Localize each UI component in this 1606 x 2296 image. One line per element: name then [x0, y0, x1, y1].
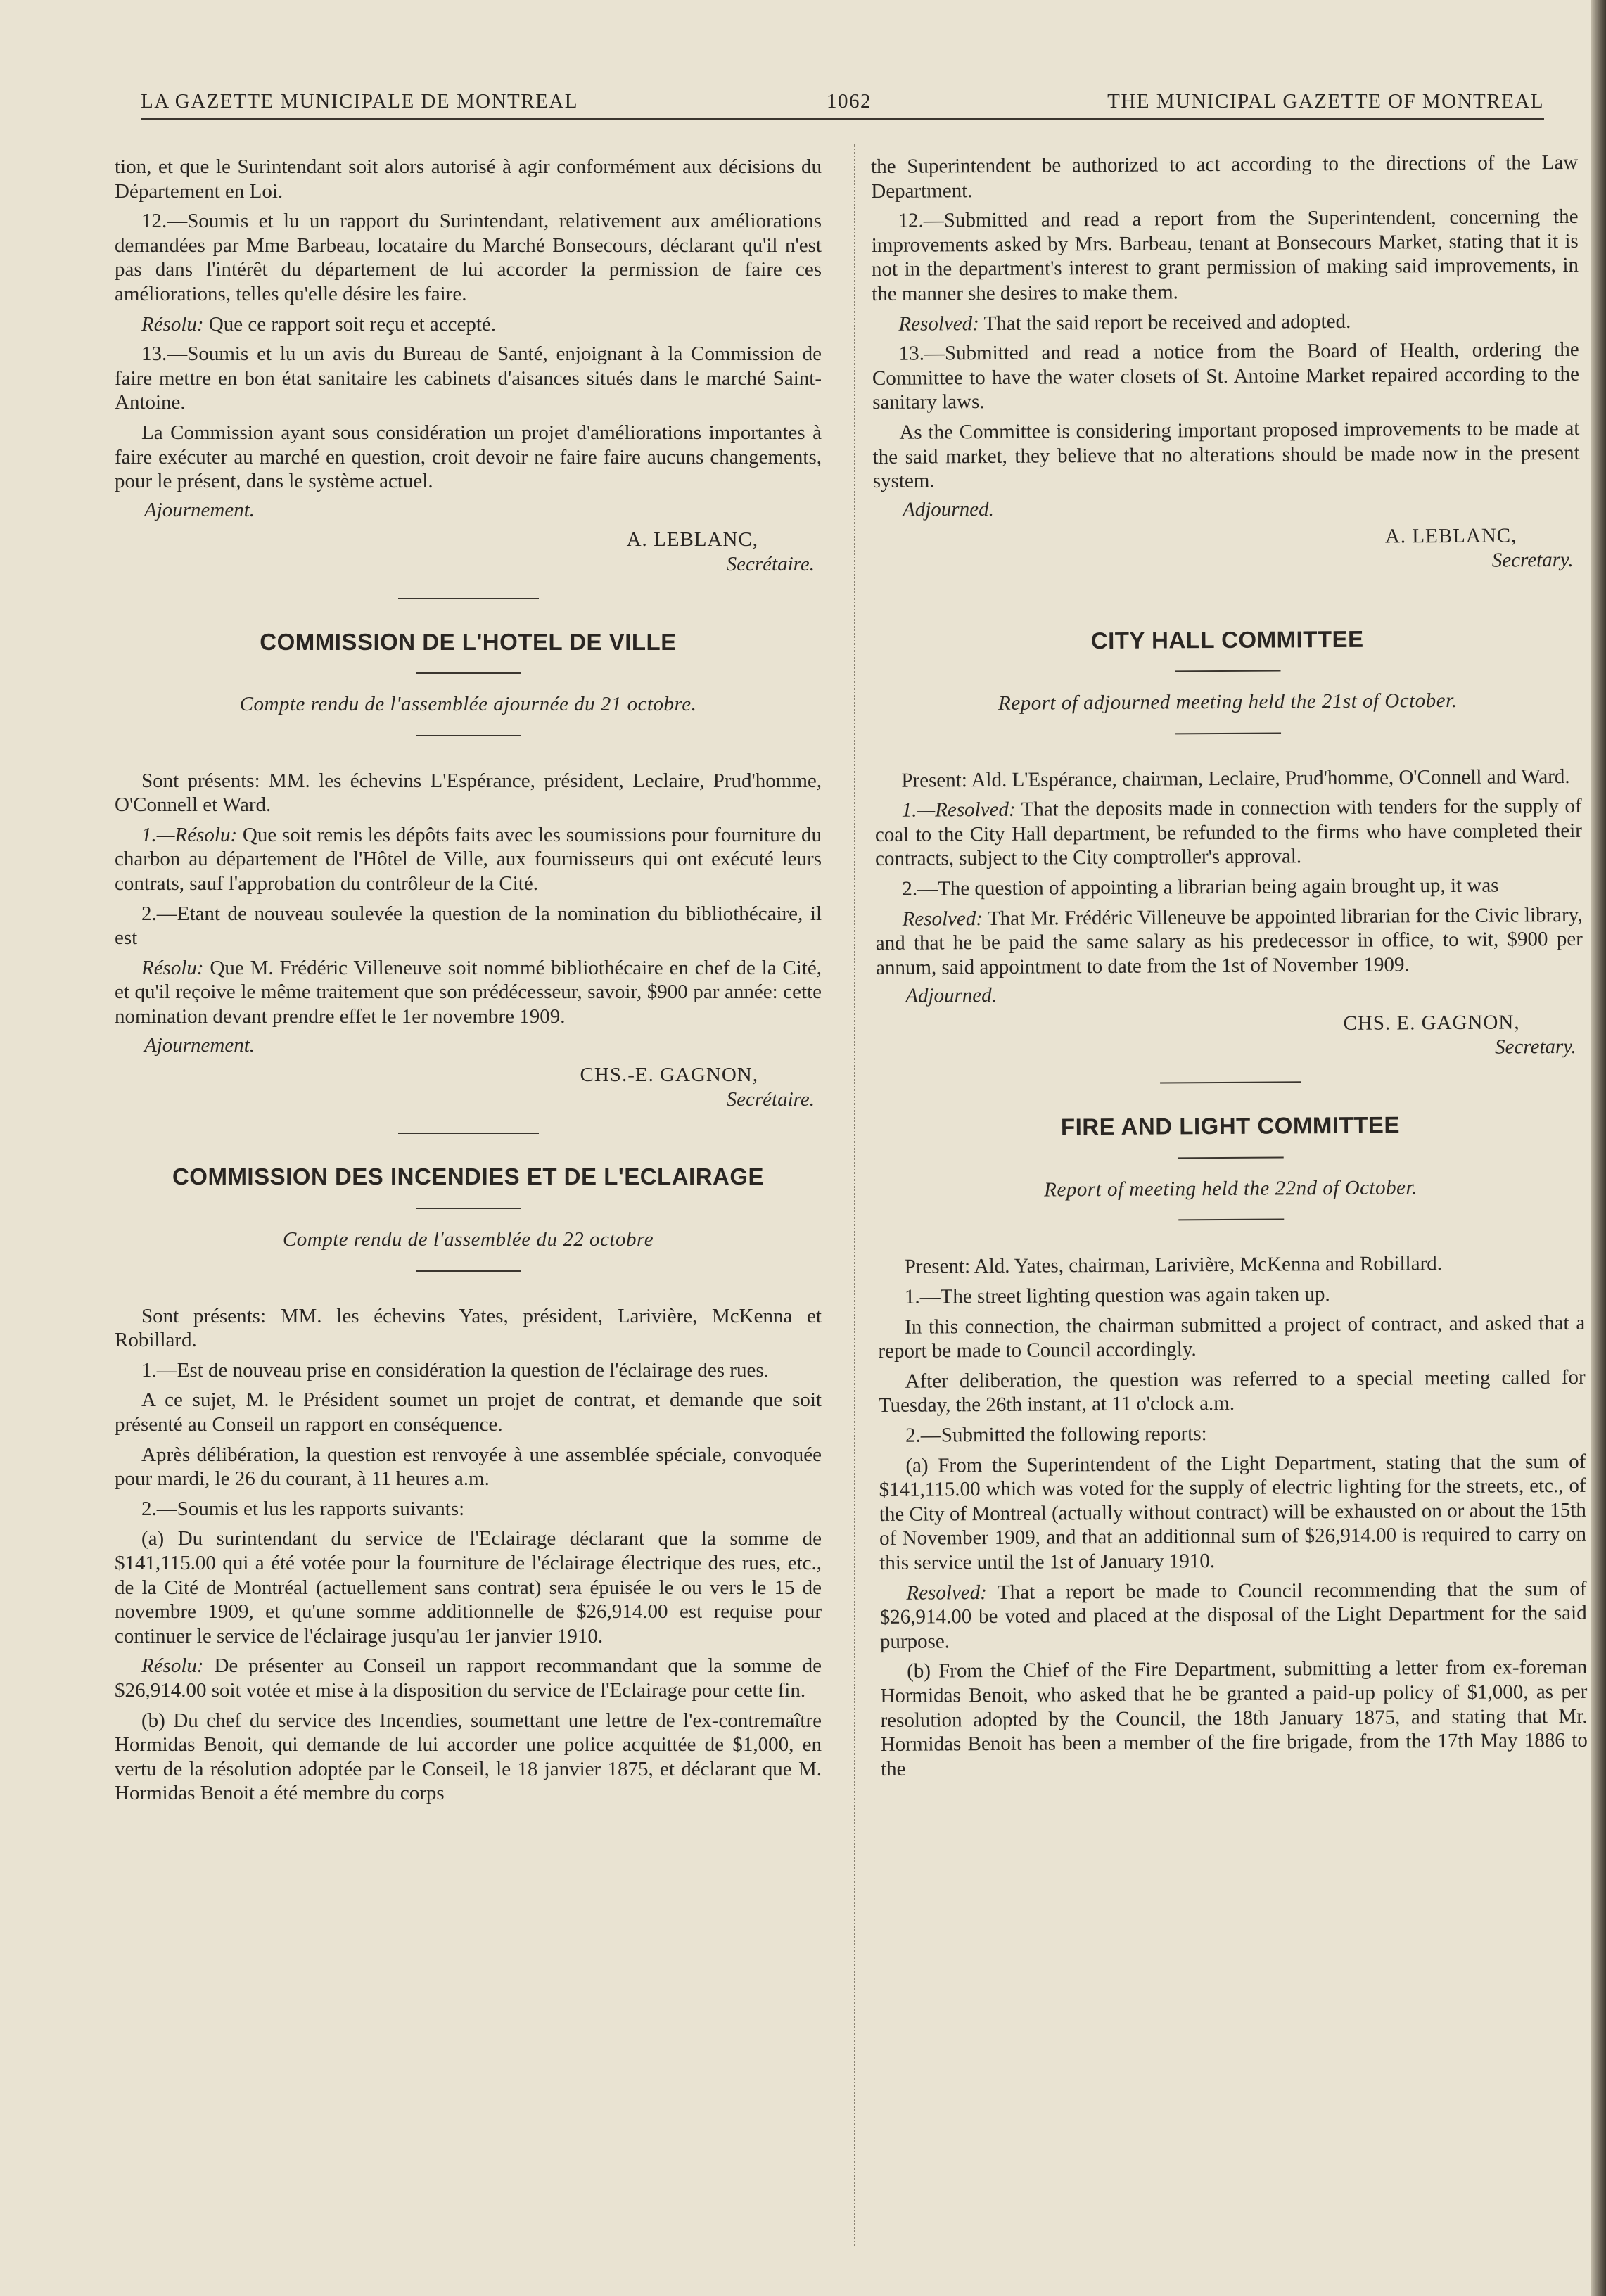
resolution: [115, 1654, 822, 1702]
paragraph: (a) From the Superintendent of the Light Department, stating that the sum of $141,115.00 which was voted for the supply of electric lighting for the streets, etc., of the City of Montreal (actually without contract) will be exhausted on or about the 15th of November 1909, and that an additionnal sum of $26,914.00 is required to carry on this service until the 1st of January 1910.: [879, 1450, 1587, 1574]
resolution-label: Résolu:: [141, 312, 204, 336]
resolution: [879, 1576, 1587, 1654]
resolution-label: Resolved:: [898, 312, 979, 336]
adjournment: Adjourned.: [905, 984, 998, 1008]
resolution-label: Resolved:: [906, 1581, 987, 1605]
signature: [115, 528, 822, 576]
heading-rule: [1178, 1156, 1283, 1159]
signature: [873, 523, 1580, 576]
section-subheading: Report of adjourned meeting held the 21st of October.: [998, 689, 1458, 715]
heading-rule: [416, 1208, 521, 1209]
resolution: [115, 312, 822, 337]
paragraph: 12.—Submitted and read a report from the Superintendent, concerning the improvements asked by Mrs. Barbeau, tenant at Bonsecours Market, stating that it is not in the department's interest to grant permission of making said improvements, in the manner she desires to make them.: [871, 205, 1579, 305]
paragraph: 1.—The street lighting question was again taken up.: [904, 1283, 1330, 1308]
resolution: [875, 794, 1583, 872]
resolution: [876, 903, 1583, 980]
resolution-text: That a report be made to Council recommending that the sum of $26,914.00 be voted and placed at the disposal of the Light Department for the said purpose.: [879, 1577, 1587, 1653]
paragraph: Present: Ald. Yates, chairman, Larivière, McKenna and Robillard.: [904, 1252, 1443, 1279]
signature: [115, 1063, 822, 1111]
resolution: [115, 956, 822, 1029]
section-rule: [398, 1133, 539, 1134]
english-column: [871, 151, 1588, 1787]
paragraph: tion, et que le Surintendant soit alors autorisé à agir conformément aux décisions du Département en Loi.: [115, 155, 822, 203]
signature-title: Secretary.: [1494, 1035, 1576, 1059]
section-subheading: Report of meeting held the 22nd of October.: [1044, 1176, 1417, 1201]
adjournment: Adjourned.: [902, 497, 994, 521]
paragraph: 2.—Soumis et lus les rapports suivants:: [141, 1497, 465, 1520]
resolution-text: That Mr. Frédéric Villeneuve be appointed librarian for the Civic library, and that he be paid the same salary as his predecessor in office, to wit, $900 per annum, said appointment to date from the 1st of November 1909.: [875, 903, 1583, 979]
resolution-label: 1.—Resolved:: [901, 798, 1016, 822]
resolution-text: That the said report be received and adopted.: [979, 310, 1351, 335]
signature-name: A. LEBLANC,: [1384, 524, 1517, 548]
paragraph: 13.—Submitted and read a notice from the Board of Health, ordering the Committee to have the water closets of St. Antoine Market repaired according to the sanitary laws.: [872, 338, 1580, 414]
resolution-text: That the deposits made in connection with tenders for the supply of coal to the City Hall department, be refunded to the firms who have completed their contracts, subject to the City comptroller's approval.: [874, 795, 1582, 871]
resolution-label: Résolu:: [141, 956, 204, 979]
resolution-label: Résolu:: [141, 1654, 204, 1678]
section-heading: COMMISSION DES INCENDIES ET DE L'ECLAIRAGE: [172, 1163, 765, 1190]
header-rule: [141, 118, 1544, 120]
section-heading: FIRE AND LIGHT COMMITTEE: [1060, 1111, 1401, 1140]
resolution-label: 1.—Résolu:: [141, 823, 238, 846]
resolution-text: Que M. Frédéric Villeneuve soit nommé bibliothécaire en chef de la Cité, et qu'il reçoive le même traitement que son prédécesseur, savoir, $900 par année: cette nomination devant prendre effet le 1er novembre 1909.: [115, 956, 822, 1028]
running-header: [141, 90, 1544, 121]
resolution-label: Resolved:: [902, 907, 983, 931]
paragraph: Après délibération, la question est renvoyée à une assemblée spéciale, convoquée pour mardi, le 26 du courant, à 11 heures a.m.: [115, 1443, 822, 1491]
paragraph: As the Committee is considering important proposed improvements to be made at the said market, they believe that no alterations should be made now in the present system.: [872, 416, 1580, 493]
paragraph: 12.—Soumis et lu un rapport du Surintendant, relativement aux améliorations demandées par Mme Barbeau, locataire du Marché Bonsecours, déclarant qu'il n'est pas dans l'intérêt du département de lui accorder la permission de faire ces améliorations, telles qu'elle désire les faire.: [115, 210, 822, 305]
paragraph: 2.—The question of appointing a librarian being again brought up, it was: [902, 874, 1499, 900]
resolution-text: Que soit remis les dépôts faits avec les soumissions pour fourniture du charbon au département de l'Hôtel de Ville, aux fournisseurs qui ont exécuté leurs contrats, sauf l'approbation du contrôleur de la Cité.: [115, 823, 822, 895]
heading-rule: [1175, 732, 1281, 734]
paragraph: After deliberation, the question was referred to a special meeting called for Tuesday, the 26th instant, at 11 o'clock a.m.: [878, 1365, 1586, 1417]
paragraph: Sont présents: MM. les échevins Yates, président, Larivière, McKenna et Robillard.: [115, 1304, 822, 1352]
section-heading: CITY HALL COMMITTEE: [1090, 625, 1364, 653]
paragraph: La Commission ayant sous considération un projet d'améliorations importantes à faire exécuter au marché en question, croit devoir ne faire faire aucuns changements, pour le présent, dans le système actuel.: [115, 421, 822, 493]
signature-title: Secrétaire.: [726, 552, 815, 575]
paragraph: (b) Du chef du service des Incendies, soumettant une lettre de l'ex-contremaître Hormidas Benoit, qui demande de lui accorder une police acquittée de $1,000, en vertu de la résolution adoptée par le Conseil, le 18 janvier 1875, et déclarant que M. Hormidas Benoit a été membre du corps: [115, 1709, 822, 1805]
paragraph: A ce sujet, M. le Président soumet un projet de contrat, et demande que soit présenté au Conseil un rapport en conséquence.: [115, 1389, 822, 1436]
page-number: 1062: [827, 90, 872, 113]
paragraph: the Superintendent be authorized to act according to the directions of the Law Department.: [871, 151, 1579, 203]
resolution: [872, 307, 1579, 336]
adjournment: Ajournement.: [144, 1033, 255, 1057]
heading-rule: [1178, 1219, 1284, 1221]
paragraph: Sont présents: MM. les échevins L'Espérance, président, Leclaire, Prud'homme, O'Connell et Ward.: [115, 769, 822, 817]
paragraph: 1.—Est de nouveau prise en considération la question de l'éclairage des rues.: [141, 1358, 769, 1382]
heading-rule: [416, 1270, 521, 1272]
resolution-text: Que ce rapport soit reçu et accepté.: [203, 312, 497, 336]
resolution: [115, 823, 822, 896]
paragraph: 13.—Soumis et lu un avis du Bureau de Santé, enjoignant à la Commission de faire mettre en bon état sanitaire les cabinets d'aisances situés dans le marché Saint-Antoine.: [115, 343, 822, 414]
paragraph: (a) Du surintendant du service de l'Eclairage déclarant que la somme de $141,115.00 qui a été votée pour la fourniture de l'éclairage électrique des rues, etc., de la Cité de Montréal (actuellement sans contrat) sera épuisée le ou vers le 15 de novembre 1909, et qu'une somme additionnelle de $26,914.00 est requise pour continuer le service de l'éclairage jusqu'au 1er janvier 1910.: [115, 1527, 822, 1647]
signature-name: A. LEBLANC,: [626, 528, 758, 551]
paragraph: (b) From the Chief of the Fire Department, submitting a letter from ex-foreman Hormidas Benoit, who asked that he be granted a paid-up policy of $1,000, as per resolution adopted by the Council, the 18th January 1875, and stating that Mr. Hormidas Benoit has been a member of the fire brigade, from the 17th May 1886 to the: [880, 1656, 1588, 1780]
heading-rule: [416, 735, 521, 736]
adjournment: Ajournement.: [144, 498, 255, 521]
paragraph: 2.—Etant de nouveau soulevée la question de la nomination du bibliothécaire, il est: [115, 902, 822, 950]
section-rule: [1160, 1082, 1301, 1084]
section-heading: COMMISSION DE L'HOTEL DE VILLE: [260, 628, 677, 655]
paragraph: Present: Ald. L'Espérance, chairman, Leclaire, Prud'homme, O'Connell and Ward.: [901, 765, 1570, 792]
page-edge: [1591, 0, 1606, 2296]
column-divider: [854, 144, 855, 2247]
section-subheading: Compte rendu de l'assemblée du 22 octobre: [282, 1228, 654, 1251]
signature-name: CHS. E. GAGNON,: [1343, 1011, 1520, 1035]
paragraph: In this connection, the chairman submitted a project of contract, and asked that a report be made to Council accordingly.: [878, 1311, 1586, 1363]
resolution-text: De présenter au Conseil un rapport recommandant que la somme de $26,914.00 soit votée et mise à la disposition du service de l'Eclairage pour cette fin.: [115, 1654, 822, 1702]
french-column: [115, 155, 822, 1811]
signature: [876, 1010, 1583, 1063]
paragraph: 2.—Submitted the following reports:: [905, 1422, 1207, 1447]
header-title-french: LA GAZETTE MUNICIPALE DE MONTREAL: [141, 90, 578, 113]
signature-title: Secretary.: [1491, 548, 1574, 572]
section-rule: [398, 598, 539, 599]
heading-rule: [416, 672, 521, 674]
signature-name: CHS.-E. GAGNON,: [580, 1064, 758, 1087]
header-title-english: THE MUNICIPAL GAZETTE OF MONTREAL: [1107, 90, 1544, 113]
section-subheading: Compte rendu de l'assemblée ajournée du 21 octobre.: [239, 693, 697, 716]
signature-title: Secrétaire.: [726, 1088, 815, 1111]
heading-rule: [1175, 670, 1280, 672]
